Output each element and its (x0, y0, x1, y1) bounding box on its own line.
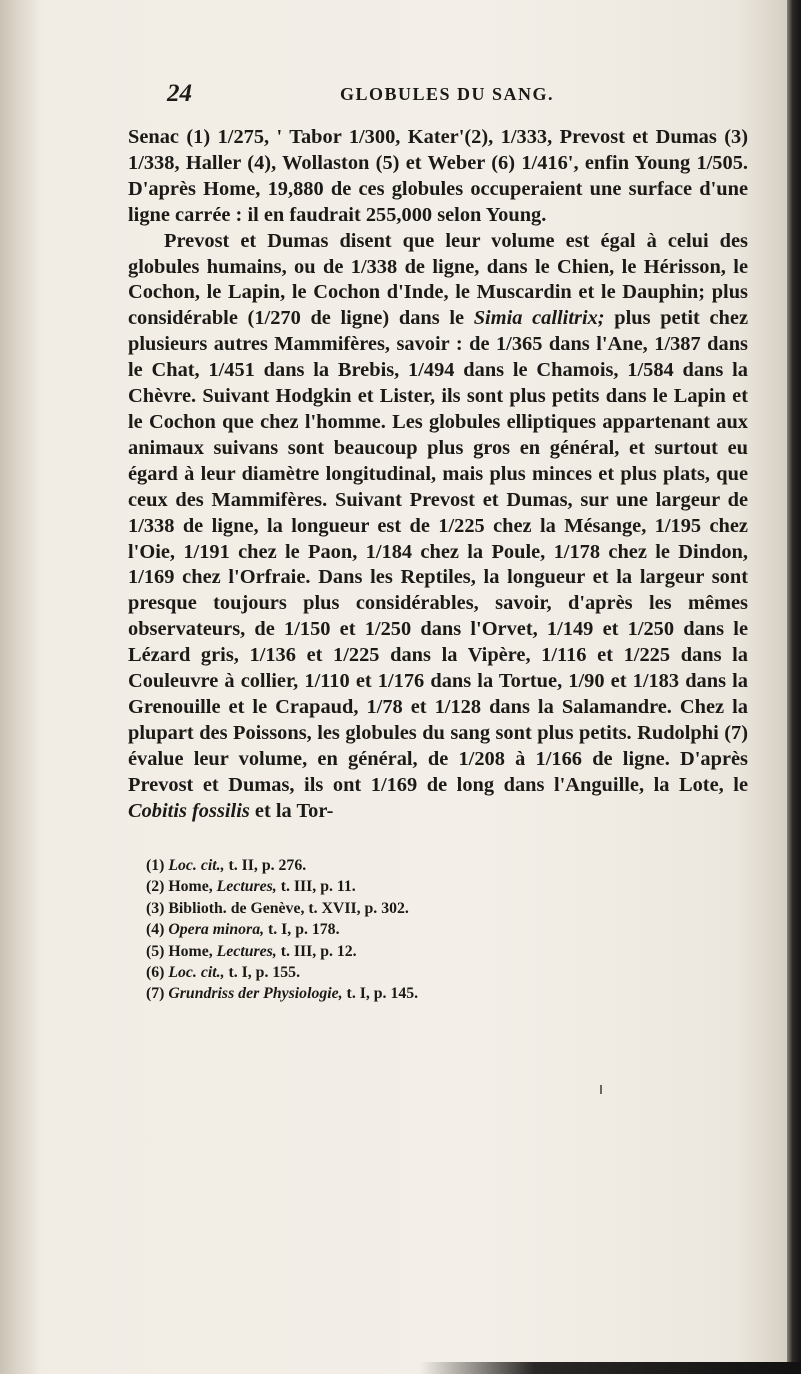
italic-species-name: Cobitis fossilis (128, 799, 250, 822)
main-text (128, 125, 748, 824)
footnote-text: t. I, p. 145. (342, 985, 419, 1003)
paragraph-continued: Senac (1) 1/275, ' Tabor 1/300, Kater'(2), 1/333, Prevost et Dumas (3) 1/338, Haller (4), Wollaston (5) et Weber (6) 1/416', enfin Young 1/505. D'après Home, 19,880 de ces globules occuperaient une surface d'une ligne carrée : il en faudrait 255,000 selon Young. (128, 126, 748, 226)
paragraph-globule-sizes (128, 229, 748, 825)
italic-species-name: Simia callitrix; (473, 307, 605, 330)
footnote-text: t. I, p. 155. (224, 964, 301, 982)
footnote-number: (2) (146, 878, 165, 896)
footnote-text: t. I, p. 178. (264, 921, 340, 939)
footnotes (146, 855, 706, 1005)
footnote-title: Loc. cit., (168, 964, 225, 982)
binding-gutter-shadow (0, 0, 40, 1374)
footnote (146, 919, 706, 940)
page-header (0, 80, 801, 110)
footnote (146, 898, 706, 919)
page-bottom-edge-shadow (420, 1362, 801, 1374)
footnote (146, 941, 706, 962)
footnote-text: t. III, p. 11. (276, 878, 356, 896)
footnote-number: (6) (146, 964, 165, 982)
footnote-number: (4) (146, 921, 165, 939)
ink-speck (600, 1085, 602, 1094)
footnote (146, 855, 706, 876)
footnote-title: Grundriss der Physiologie, (168, 985, 343, 1003)
footnote-number: (5) (146, 942, 165, 960)
footnote-title: Opera minora, (168, 921, 265, 939)
paragraph-text: et la Tor- (249, 799, 334, 822)
footnote-number: (7) (146, 985, 165, 1003)
footnote-text: Home, (164, 878, 217, 896)
paragraph-text: Prevost et Dumas disent que leur volume est égal à celui des globules humains, ou de 1/338 de ligne, dans le Chien, le Hérisson, le Cochon, le Lapin, le Cochon d'Inde, le Muscardin et le Dauphin; plus considérable (1/270 de ligne) dans le (128, 229, 748, 330)
footnote-title: Lectures, (216, 942, 277, 960)
footnote (146, 983, 706, 1004)
page-number: 24 (167, 80, 192, 107)
footnote (146, 962, 706, 983)
footnote (146, 876, 706, 897)
footnote-text: Biblioth. de Genève, t. XVII, p. 302. (164, 899, 409, 917)
footnote-text: t. II, p. 276. (224, 857, 307, 874)
footnote-title: Lectures, (216, 878, 277, 896)
footnote-number: (3) (146, 899, 165, 917)
footnote-number: (1) (146, 857, 165, 874)
footnote-text: t. III, p. 12. (276, 942, 357, 960)
running-title: GLOBULES DU SANG. (340, 84, 555, 104)
footnote-title: Loc. cit., (168, 857, 225, 874)
footnote-text: Home, (164, 942, 217, 960)
page-edge-shadow (787, 0, 801, 1374)
paragraph-text: plus petit chez plusieurs autres Mammifères, savoir : de 1/365 dans l'Ane, 1/387 dans le Chat, 1/451 dans la Brebis, 1/494 dans le Chamois, 1/584 dans la Chèvre. Suivant Hodgkin et Lister, ils sont plus petits dans le Lapin et le Cochon que chez l'homme. Les globules elliptiques appartenant aux animaux suivans sont beaucoup plus gros en général, et surtout eu égard à leur diamètre longitudinal, mais plus minces et plus plats, que ceux des Mammifères. Suivant Prevost et Dumas, sur une largeur de 1/338 de ligne, la longueur est de 1/225 chez la Mésange, 1/195 chez l'Oie, 1/191 chez le Paon, 1/184 chez la Poule, 1/178 chez le Dindon, 1/169 chez l'Orfraie. Dans les Reptiles, la longueur et la largeur sont presque toujours plus considérables, savoir, d'après les mêmes observateurs, de 1/150 et 1/250 dans l'Orvet, 1/149 et 1/250 dans le Lézard gris, 1/136 et 1/225 dans la Vipère, 1/116 et 1/225 dans la Couleuvre à collier, 1/110 et 1/176 dans la Tortue, 1/90 et 1/183 dans la Grenouille et le Crapaud, 1/78 et 1/128 dans la Salamandre. Chez la plupart des Poissons, les globules du sang sont plus petits. Rudolphi (7) évalue leur volume, en général, de 1/208 à 1/166 de ligne. D'après Prevost et Dumas, ils ont 1/169 de long dans l'Anguille, la Lote, le (128, 307, 749, 796)
